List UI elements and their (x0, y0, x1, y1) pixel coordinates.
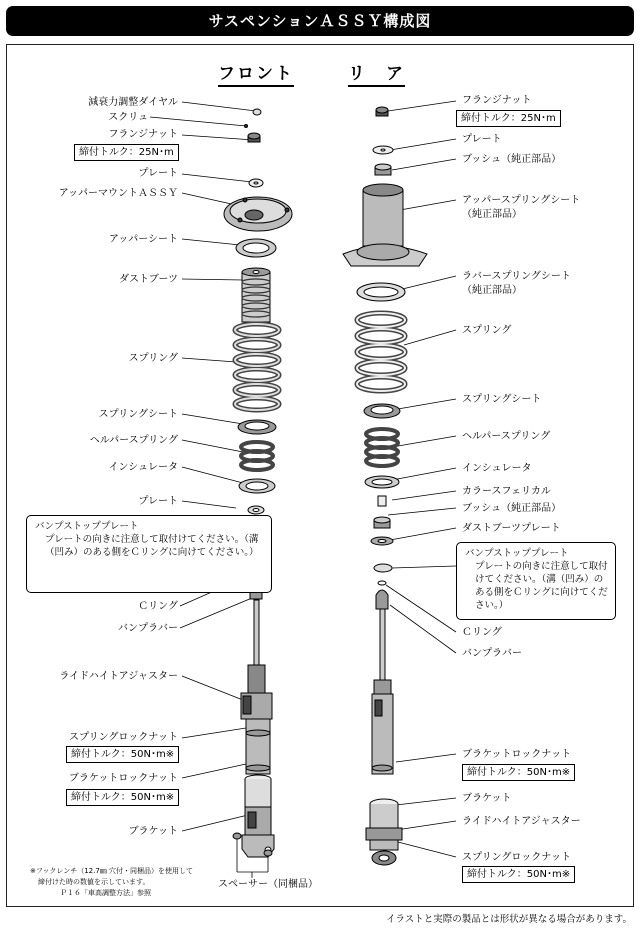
front-spring-seat-label: スプリングシート (98, 409, 178, 420)
rear-bush-top-label: ブッシュ（純正部品） (462, 154, 562, 165)
rear-collar-spherical-label: カラースフェリカル (462, 486, 551, 497)
front-screw-label: スクリュ (108, 112, 148, 123)
rear-ride-height-adjuster-label: ライドハイトアジャスター (462, 816, 581, 827)
front-insulator-label: インシュレータ (108, 462, 178, 473)
front-bracket-label: ブラケット (128, 826, 178, 837)
rear-header: リ ア (348, 64, 405, 87)
rear-bump-stop-note (456, 542, 616, 620)
front-bracket-lock-nut-label: ブラケットロックナット (68, 773, 178, 784)
rear-assembly (343, 107, 427, 865)
footnote-line-3: Ｐ１６「車高調整方法」参照 (60, 889, 151, 897)
front-flange-nut-label: フランジナット (108, 129, 178, 140)
front-plate-mid-label: プレート (138, 496, 178, 507)
rear-bush-mid-label: ブッシュ（純正部品） (462, 503, 562, 514)
front-bracket-lock-torque-box: 締付トルク：50N･m※ (66, 789, 179, 806)
rear-bracket-label: ブラケット (462, 793, 512, 804)
rear-spring-seat-label: スプリングシート (462, 394, 542, 405)
front-ride-height-adjuster-label: ライドハイトアジャスター (59, 671, 178, 682)
front-bump-stop-note (26, 515, 272, 593)
rear-rubber-spring-seat-label-2: （純正部品） (462, 285, 522, 296)
front-spring-lock-nut-label: スプリングロックナット (69, 732, 178, 743)
rear-bump-note-body: プレートの向きに注意して取付けてください。（溝（凹み）のある側をＣリングに向けてください。） (475, 561, 608, 611)
front-spring-label: スプリング (128, 353, 178, 364)
front-upper-mount-label: アッパーマウントＡＳＳＹ (58, 188, 178, 199)
front-header: フロント (218, 64, 294, 87)
rear-flange-torque-box: 締付トルク：25N･m (456, 110, 561, 127)
front-plate-top-label: プレート (138, 168, 178, 179)
rear-upper-spring-seat-label-2: （純正部品） (462, 209, 522, 220)
rear-upper-spring-seat-label: アッパースプリングシート (462, 195, 581, 206)
rear-c-ring-label: Ｃリング (462, 627, 502, 638)
rear-spring-label: スプリング (462, 325, 512, 336)
rear-bump-rubber-label: バンプラバー (462, 648, 522, 659)
footer-disclaimer: イラストと実際の製品とは形状が異なる場合があります。 (386, 914, 632, 925)
front-damping-dial-label: 減衰力調整ダイヤル (88, 97, 178, 108)
front-flange-torque-box: 締付トルク：25N･m (74, 144, 179, 161)
rear-dust-boot-plate-label: ダストブーツプレート (462, 523, 561, 534)
front-c-ring-label: Ｃリング (138, 601, 178, 612)
rear-insulator-label: インシュレータ (462, 463, 532, 474)
front-dust-boot-label: ダストブーツ (119, 274, 178, 285)
front-assembly (224, 109, 292, 857)
rear-spring-lock-nut-label: スプリングロックナット (462, 852, 571, 863)
rear-bracket-lock-torque-box: 締付トルク：50N･m※ (462, 764, 575, 781)
front-bump-note-title: バンプストッププレート (35, 521, 139, 532)
rear-spring-lock-torque-box: 締付トルク：50N･m※ (462, 866, 575, 883)
rear-flange-nut-label: フランジナット (462, 95, 532, 106)
footnote-line-2: 締付けた時の数値を示しています。 (38, 878, 150, 886)
front-bump-note-body: プレートの向きに注意して取付けてください。（溝（凹み）のある側をＣリングに向けてください。） (45, 534, 259, 558)
front-spacer-label: スペーサー（同梱品） (218, 879, 318, 890)
rear-bracket-lock-nut-label: ブラケットロックナット (462, 749, 572, 760)
front-bump-rubber-label: バンプラバー (118, 623, 178, 634)
footnote-line-1: ※フックレンチ（12.7㎜ 穴付・同梱品）を使用して (30, 867, 194, 875)
leader-lines (150, 101, 456, 878)
page-title: サスペンションＡＳＳＹ構成図 (6, 6, 634, 36)
rear-plate-label: プレート (462, 134, 502, 145)
front-helper-spring-label: ヘルパースプリング (89, 435, 178, 446)
front-upper-seat-label: アッパーシート (108, 234, 178, 245)
rear-helper-spring-label: ヘルパースプリング (462, 431, 551, 442)
rear-rubber-spring-seat-label: ラバースプリングシート (462, 271, 571, 282)
front-spring-lock-torque-box: 締付トルク：50N･m※ (66, 746, 179, 763)
rear-bump-note-title: バンプストッププレート (465, 548, 569, 559)
